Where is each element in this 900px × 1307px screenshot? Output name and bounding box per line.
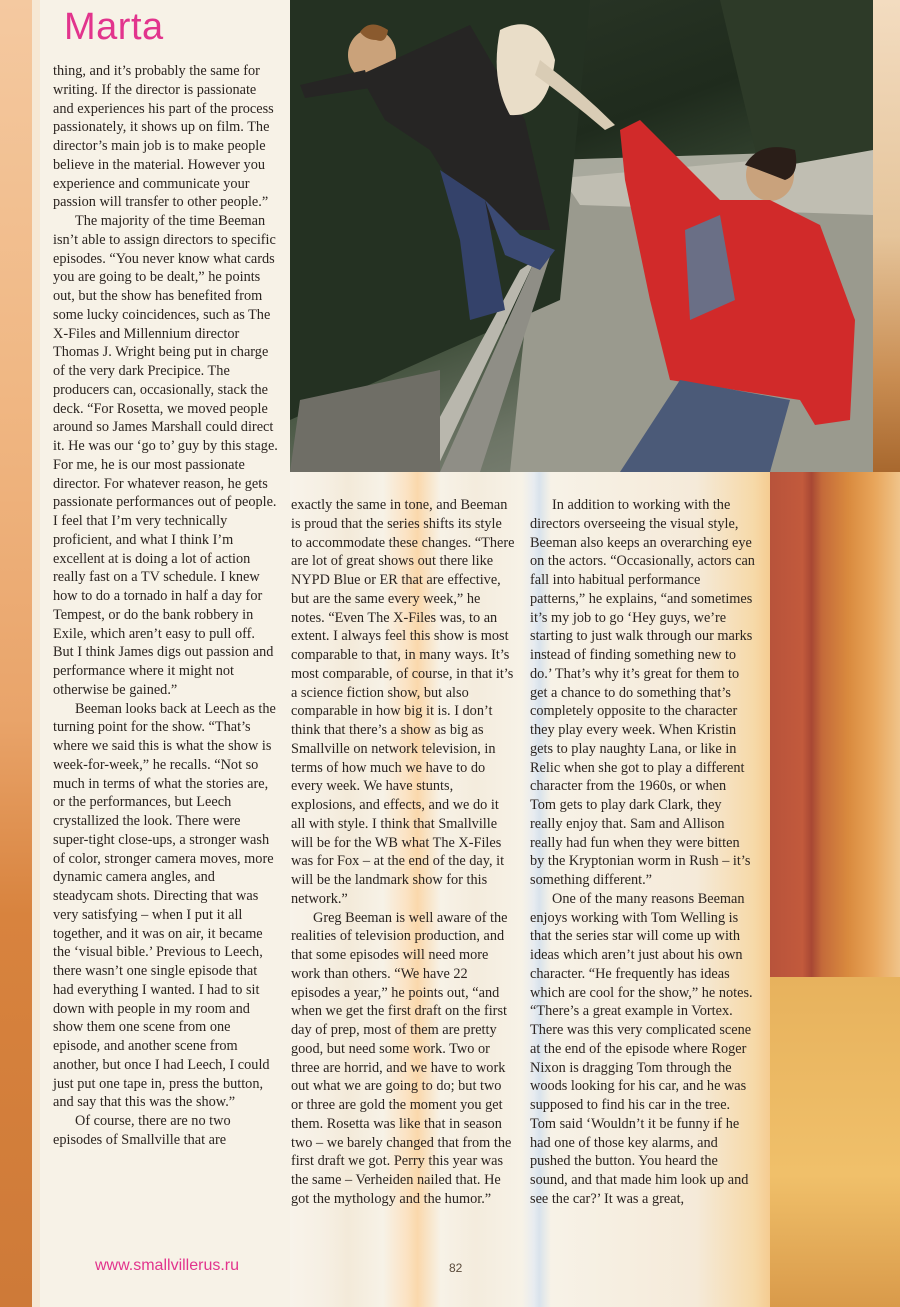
paragraph: thing, and it’s probably the same for writing. If the director is passionate and experiences his part of the process passionately, it shows up on film. The director’s main job is to make people believe in the material. However you experience and communicate your passion will transfer to other people.”	[53, 63, 274, 211]
paragraph: The majority of the time Beeman isn’t able to assign directors to specific episodes. “You never know what cards you are going to be dealt,” he points out, but the show has benefited from some lucky coincidences, such as The X-Files and Millennium director Thomas J. Wright being put in charge of the very dark Precipice. The producers can, occasionally, stack the deck. “For Rosetta, we moved people around so James Marshall could direct it. He was our ‘go to’ guy by this stage. For me, he is our most passionate director. For whatever reason, he gets passionate performances out of people. I feel that I’m very technically proficient, and what I think I’m excellent at is doing a lot of action really fast on a TV schedule. I knew how to do a tornado in half a day for Tempest, or do the bank robbery in Exile, which aren’t easy to pull off. But I think James digs out passion and performance where it might not otherwise be gained.”	[53, 213, 278, 698]
paragraph: exactly the same in tone, and Beeman is proud that the series shifts its style to accommodate these changes. “There are lot of great shows out there like NYPD Blue or ER that are effective, but are the same every week,” he notes. “Even The X-Files was, to an extent. I always feel this show is most comparable to that, in many ways. It’s most comparable, of course, in that it’s a science fiction show, but also comparable in how big it is. I don’t think that there’s a show as big as Smallville on network television, in terms of how much we have to do every week. We have stunts, explosions, and effects, and we do it all with style. I think that Smallville will be for the WB what The X-Files was for Fox – at the end of the day, it will be the landmark show for this network.”	[291, 497, 515, 907]
paragraph: Greg Beeman is well aware of the realities of television production, and that some episodes will need more work than others. “We have 22 episodes a year,” he points out, “and when we get the first draft on the first day of prep, most of them are pretty good, but need some work. Two or three are horrid, and we have to work out what we are going to do; but two or three are gold the moment you get them. Rosetta was like that in season two – we barely changed that from the first draft we got. Perry this year was the same – Verheiden nailed that. He got the mythology and the humor.”	[291, 909, 512, 1207]
paragraph: One of the many reasons Beeman enjoys working with Tom Welling is that the series star will come up with ideas which aren’t just about his own character. “He frequently has ideas which are cool for the show,” he notes. “There’s a great example in Vortex. There was this very complicated scene at the end of the episode where Roger Nixon is dragging Tom through the woods looking for his car, and he was supposed to find his car in the tree. Tom said ‘Wouldn’t it be funny if he had one of those key alarms, and pushed the button. You heard the sound, and that made him look up and see the car?’ It was a great,	[530, 890, 753, 1207]
photo-two-men-bridge-icon	[290, 0, 873, 472]
paragraph: In addition to working with the directors overseeing the visual style, Beeman also keeps an overarching eye on the actors. “Occasionally, actors can fall into habitual performance patterns,” he explains, “and sometimes it’s my job to go ‘Hey guys, we’re starting to just walk through our marks instead of finding something new to do.’ That’s why it’s great for them to get a chance to do something that’s completely opposite to the character they play every week. When Kristin gets to play naughty Lana, or like in Relic when she got to play a different character from the 1960s, or when Tom gets to play dark Clark, they really enjoy that. Sam and Allison really had fun when they were bitten by the Kryptonian worm in Rush – it’s something different.”	[530, 497, 755, 888]
left-color-stripe	[0, 0, 40, 1307]
article-photo	[290, 0, 873, 472]
right-decorative-columns	[770, 472, 900, 1307]
paragraph: Beeman looks back at Leech as the turning point for the show. “That’s where we said this is what the show is week-for-week,” he recalls. “Not so much in terms of what the stories are, or the performances, but Leech crystallized the look. There were super-tight close-ups, a stronger wash of color, stronger camera moves, more dynamic camera angles, and steadycam shots. Directing that was very satisfying – when I put it all together, and it was on air, it became the ‘visual bible.’ Previous to Leech, there wasn’t one single episode that had everything I wanted. I had to sit down with people in my room and show them one scene from one episode, and another scene from another, but once I had Leech, I could just put one tape in, press the button, and say that this was the show.”	[53, 700, 276, 1111]
article-column-2	[291, 496, 516, 1209]
page-number: 82	[449, 1261, 463, 1275]
watermark-name: Marta	[64, 6, 164, 48]
article-column-3	[530, 496, 755, 1209]
footer-url: www.smallvillerus.ru	[95, 1257, 240, 1274]
right-top-edge	[873, 0, 900, 472]
paragraph: Of course, there are no two episodes of Smallville that are	[53, 1113, 231, 1148]
article-column-1	[53, 62, 278, 1150]
